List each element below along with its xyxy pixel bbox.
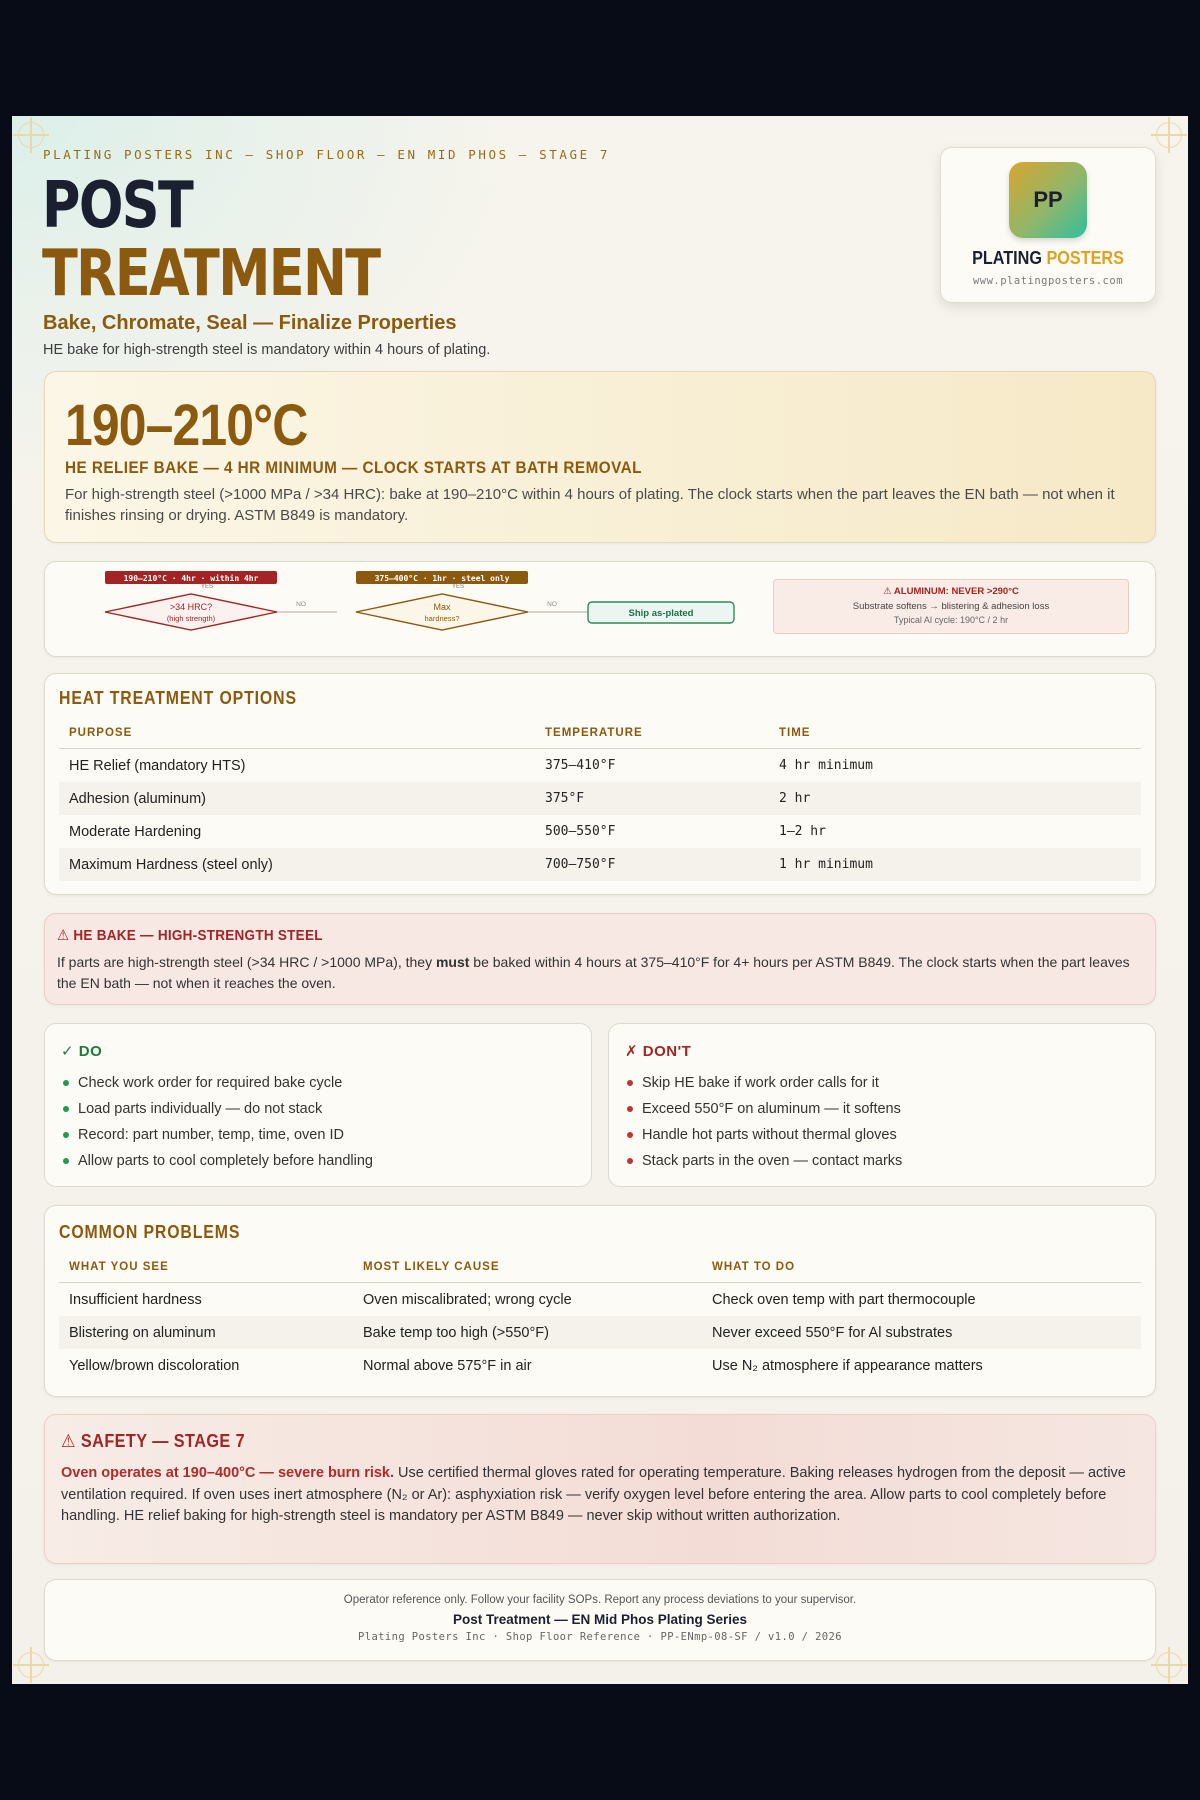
list-item: Record: part number, temp, time, oven ID xyxy=(61,1124,373,1150)
aluminum-warning-box xyxy=(773,579,1129,634)
he-bake-warning-title: ⚠ HE BAKE — HIGH-STRENGTH STEEL xyxy=(57,927,323,944)
hero-temperature: 190–210°C xyxy=(65,393,308,458)
aluminum-warning-line2: Typical Al cycle: 190°C / 2 hr xyxy=(893,615,1009,625)
list-item: Skip HE bake if work order calls for it xyxy=(625,1072,902,1098)
list-item: Allow parts to cool completely before handling xyxy=(61,1150,373,1176)
page-title-line2: TREATMENT xyxy=(42,237,380,311)
cell-symptom: Blistering on aluminum xyxy=(59,1316,353,1349)
poster xyxy=(12,116,1188,1684)
aluminum-warning-title: ⚠ ALUMINUM: NEVER >290°C xyxy=(883,586,1019,597)
decision-diamond-1 xyxy=(105,594,277,630)
safety-text: Use certified thermal gloves rated for operating temperature. Baking releases hydrogen from the deposit — active ventilation required. If oven uses inert atmosphere (N₂ or Ar): asphyxiation risk — verify oxygen level before entering the area. Allow parts to cool completely before handling. HE relief baking for high-strength steel is mandatory per ASTM B849 — never skip without written authorization. xyxy=(61,1465,1126,1524)
column-header-cause: MOST LIKELY CAUSE xyxy=(353,1252,702,1283)
he-warning-text-post: be baked within 4 hours at 375–410°F for 4+ hours per ASTM B849. The clock starts when the part leaves the EN bath — not when it reaches the oven. xyxy=(57,954,1130,991)
table-row xyxy=(59,848,1141,881)
footer-note: Operator reference only. Follow your facility SOPs. Report any process deviations to your supervisor. xyxy=(343,1594,857,1606)
dont-title: ✗ DON'T xyxy=(625,1043,692,1060)
decision-diamond-2 xyxy=(356,594,528,630)
cell-action: Never exceed 550°F for Al substrates xyxy=(702,1316,1141,1349)
flow-tag-2-label: 375–400°C · 1hr · steel only xyxy=(374,574,510,583)
safety-title: ⚠ SAFETY — STAGE 7 xyxy=(61,1431,246,1451)
cell-time: 1 hr minimum xyxy=(769,848,1141,881)
decision-flow xyxy=(44,561,1156,657)
registration-mark-top-left xyxy=(18,122,44,148)
flow-no-1: NO xyxy=(296,601,306,608)
cell-purpose: HE Relief (mandatory HTS) xyxy=(69,757,246,774)
logo-icon: PP xyxy=(1009,162,1087,238)
table-header-row xyxy=(59,718,1141,749)
page-subtitle: Bake, Chromate, Seal — Finalize Properties xyxy=(43,312,457,334)
eyebrow-text: PLATING POSTERS INC — SHOP FLOOR — EN MID PHOS — STAGE 7 xyxy=(43,147,611,162)
table-row xyxy=(59,1283,1141,1317)
table-row xyxy=(59,782,1141,815)
he-warning-text-emphasis: must xyxy=(435,954,470,970)
cell-temperature: 700–750°F xyxy=(535,848,769,881)
safety-body xyxy=(61,1463,1141,1528)
cell-temperature: 375–410°F xyxy=(545,758,616,773)
heat-treatment-table xyxy=(59,718,1141,881)
cell-purpose: Moderate Hardening xyxy=(69,823,202,840)
table-header-row xyxy=(59,1252,1141,1283)
logo-name-part1: PLATING xyxy=(972,248,1042,268)
column-header-action: WHAT TO DO xyxy=(702,1252,1141,1283)
table-row xyxy=(59,1316,1141,1349)
do-card xyxy=(44,1023,592,1187)
footer xyxy=(44,1579,1156,1661)
footer-series: Post Treatment — EN Mid Phos Plating Series xyxy=(452,1612,748,1627)
cell-cause: Oven miscalibrated; wrong cycle xyxy=(363,1291,572,1308)
logo-card xyxy=(940,147,1156,303)
heat-treatment-options xyxy=(44,673,1156,895)
dont-list xyxy=(625,1072,902,1176)
decision-1-line2: (high strength) xyxy=(166,614,216,623)
cell-symptom: Yellow/brown discoloration xyxy=(69,1357,240,1374)
common-problems-table xyxy=(59,1252,1141,1382)
cell-cause: Normal above 575°F in air xyxy=(363,1357,532,1374)
terminal-label: Ship as-plated xyxy=(628,608,694,619)
list-item: Load parts individually — do not stack xyxy=(61,1098,373,1124)
flow-no-2: NO xyxy=(547,601,557,608)
hero-callout xyxy=(44,371,1156,543)
cell-purpose: Maximum Hardness (steel only) xyxy=(59,848,535,881)
table-row xyxy=(59,1349,1141,1382)
cell-temperature: 375°F xyxy=(535,782,769,815)
common-problems xyxy=(44,1205,1156,1397)
logo-name-part2: POSTERS xyxy=(1046,248,1124,268)
cell-temperature: 500–550°F xyxy=(545,824,616,839)
he-bake-warning-body xyxy=(57,952,1137,994)
hero-headline: HE RELIEF BAKE — 4 HR MINIMUM — CLOCK STARTS AT BATH REMOVAL xyxy=(65,458,642,477)
page-title-line1: POST xyxy=(42,169,193,243)
hero-body: For high-strength steel (>1000 MPa / >34 HRC): bake at 190–210°C within 4 hours of plating. The clock starts when the part leaves the EN bath — not when it finishes rinsing or drying. ASTM B849 is mandatory. xyxy=(65,486,1115,524)
decision-2-line1: Max xyxy=(433,602,451,612)
cell-action: Use N₂ atmosphere if appearance matters xyxy=(712,1357,983,1374)
list-item: Check work order for required bake cycle xyxy=(61,1072,373,1098)
flow-yes-2: YES xyxy=(451,584,465,590)
table-row xyxy=(59,815,1141,848)
list-item: Handle hot parts without thermal gloves xyxy=(625,1124,902,1150)
registration-mark-top-right xyxy=(1156,122,1182,148)
column-header-purpose: PURPOSE xyxy=(59,718,535,749)
do-list xyxy=(61,1072,373,1176)
column-header-temperature: TEMPERATURE xyxy=(535,718,769,749)
safety-callout xyxy=(44,1414,1156,1564)
logo-url: www.platingposters.com xyxy=(972,275,1124,287)
do-title: ✓ DO xyxy=(61,1043,103,1060)
safety-highlight: Oven operates at 190–400°C — severe burn risk. xyxy=(61,1465,395,1481)
he-warning-text-pre: If parts are high-strength steel (>34 HRC / >1000 MPa), they xyxy=(57,954,436,970)
common-problems-title: COMMON PROBLEMS xyxy=(59,1222,241,1242)
footer-meta: Plating Posters Inc · Shop Floor Reference · PP-ENmp-08-SF / v1.0 / 2026 xyxy=(358,1631,842,1643)
lead-text: HE bake for high-strength steel is mandatory within 4 hours of plating. xyxy=(43,342,491,358)
heat-treatment-title: HEAT TREATMENT OPTIONS xyxy=(59,688,297,708)
decision-1-line1: >34 HRC? xyxy=(169,602,213,612)
cell-cause: Bake temp too high (>550°F) xyxy=(353,1316,702,1349)
cell-time: 1–2 hr xyxy=(779,824,826,839)
aluminum-warning-line1: Substrate softens → blistering & adhesion loss xyxy=(852,601,1050,612)
flow-yes-1: YES xyxy=(200,584,214,590)
list-item: Stack parts in the oven — contact marks xyxy=(625,1150,902,1176)
table-row xyxy=(59,749,1141,783)
cell-symptom: Insufficient hardness xyxy=(69,1291,202,1308)
registration-mark-bottom-left xyxy=(18,1652,44,1678)
cell-action: Check oven temp with part thermocouple xyxy=(712,1291,976,1308)
cell-purpose: Adhesion (aluminum) xyxy=(59,782,535,815)
registration-mark-bottom-right xyxy=(1156,1652,1182,1678)
cell-time: 2 hr xyxy=(769,782,1141,815)
column-header-time: TIME xyxy=(769,718,1141,749)
dont-card xyxy=(608,1023,1156,1187)
column-header-symptom: WHAT YOU SEE xyxy=(59,1252,353,1283)
list-item: Exceed 550°F on aluminum — it softens xyxy=(625,1098,902,1124)
he-bake-warning xyxy=(44,913,1156,1005)
cell-time: 4 hr minimum xyxy=(779,758,873,773)
decision-2-line2: hardness? xyxy=(424,614,460,623)
flow-tag-1-label: 190–210°C · 4hr · within 4hr xyxy=(123,574,259,583)
logo-name xyxy=(952,248,1145,269)
